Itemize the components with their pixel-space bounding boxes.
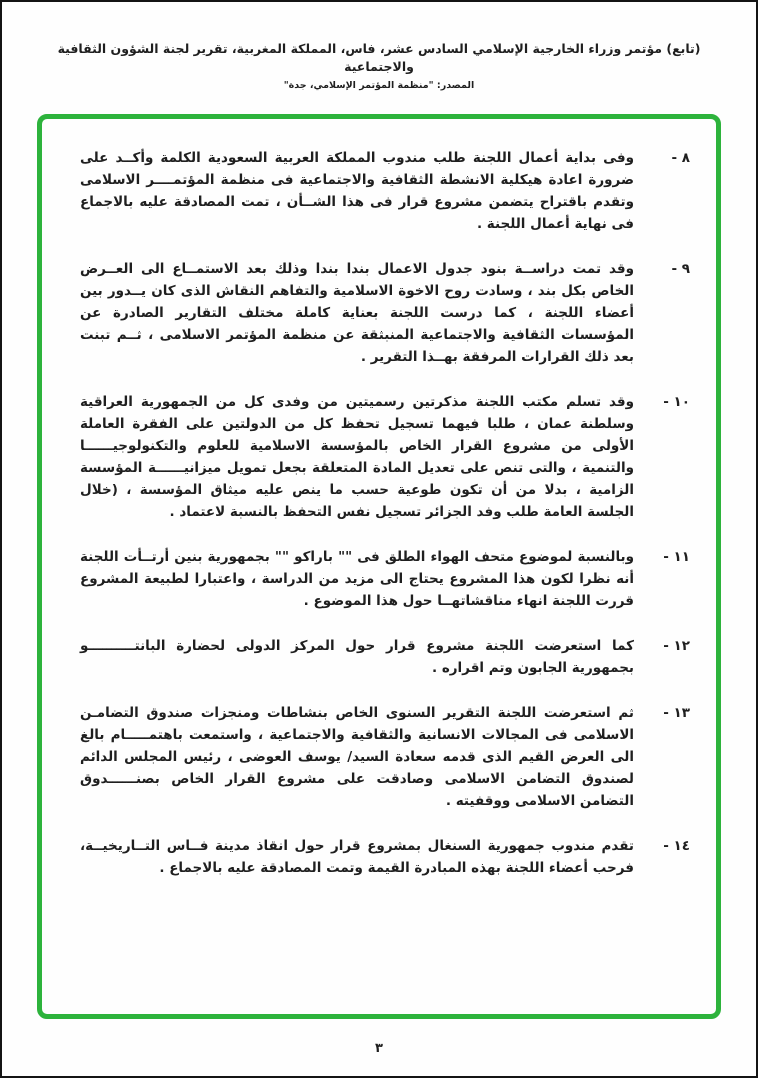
paragraph-text: تقدم مندوب جمهورية السنغال بمشروع قرار حول انقاذ مدينة فــاس التــاريخيــة، فرحب أعضاء اللجنة بهذه المبادرة القيمة وتمت المصادقة عليه بالاجماع . — [80, 838, 634, 876]
paragraph-number: ١٤ - — [663, 838, 690, 854]
page-number: ٣ — [375, 1041, 383, 1056]
paragraph-text: ثم استعرضت اللجنة التقرير السنوى الخاص بنشاطات ومنجزات صندوق التضامـن الاسلامى فى المجالات الانسانية والثقافية والاجتماعية ، واستمعت باهتمـــــام بالغ الى العرض القيم الذى قدمه سعادة السيد/ يوسف العوضى ، رئيس المجلس الدائم لصندوق التضامن الاسلامى وصادقت على مشروع القرار الخاص بصنــــــدوق التضامن الاسلامى ووقفيته . — [80, 705, 634, 809]
paragraph-number: ١٠ - — [663, 394, 690, 410]
report-paragraph — [80, 702, 690, 812]
paragraph-number: ١٣ - — [663, 705, 690, 721]
report-paragraph — [80, 258, 690, 368]
paragraph-text: وفى بداية أعمال اللجنة طلب مندوب المملكة العربية السعودية الكلمة وأكــد على ضرورة اعادة هيكلية الانشطة الثقافية والاجتماعية فى منظمة المؤتمــــر الاسلامى وتقدم باقتراح يتضمن مشروع قرار فى هذا الشــأن ، تمت المصادقة عليه بالاجماع فى نهاية أعمال اللجنة . — [80, 150, 634, 232]
paragraph-text: وبالنسبة لموضوع متحف الهواء الطلق فى "" باراكو "" بجمهورية بنين أرتــأت اللجنة أنه نظرا لكون هذا المشروع يحتاج الى مزيد من الدراسة ، واعتبارا لطبيعة المشروع قررت اللجنة انهاء مناقشاتهــا حول هذا الموضوع . — [80, 549, 634, 609]
report-paragraph — [80, 835, 690, 879]
report-paragraph — [80, 635, 690, 679]
paragraph-number: ١٢ - — [663, 638, 690, 654]
report-paragraph — [80, 546, 690, 612]
paragraph-text: وقد تمت دراســة بنود جدول الاعمال بندا بندا وذلك بعد الاستمــاع الى العــرض الخاص بكل بند ، وسادت روح الاخوة الاسلامية والتفاهم النقاش الذى كان يــدور بين أعضاء اللجنة ، كما درست اللجنة بعناية كاملة مختلف التقارير الصادرة عن المؤسسات الثقافية والاجتماعية المنبثقة عن منظمة المؤتمر الاسلامى ، ثــم تبنت بعد ذلك القرارات المرفقة بهــذا التقرير . — [80, 261, 634, 365]
paragraph-number: ٩ - — [671, 261, 690, 277]
header-source: المصدر: "منظمة المؤتمر الإسلامي، جدة" — [283, 80, 475, 91]
paragraph-text: وقد تسلم مكتب اللجنة مذكرتين رسميتين من وفدى كل من الجمهورية العراقية وسلطنة عمان ، طلبا فيهما تسجيل تحفظ كل من الدولتين على الفقرة العاملة الأولى من مشروع القرار الخاص بالمؤسسة الاسلامية للعلوم والتكنولوجيــــــا والتنمية ، والتى تنص على تعديل المادة المتعلقة بجعل تمويل ميزانيــــــة المؤسسة الزامية ، بدلا من أن تكون طوعية حسب ما ينص عليه ميثاق المؤسسة ، (خلال الجلسة العامة طلب وفد الجزائر تسجيل نفس التحفظ بالنسبة لاعتماد . — [80, 394, 634, 520]
header-title: (تابع) مؤتمر وزراء الخارجية الإسلامي السادس عشر، فاس، المملكة المغربية، تقرير لجنة الشؤون الثقافية والاجتماعية — [57, 41, 701, 74]
report-body-frame — [37, 114, 721, 1019]
paragraph-text: كما استعرضت اللجنة مشروع قرار حول المركز الدولى لحضارة البانتــــــــــو بجمهورية الجابون وتم اقراره . — [80, 638, 634, 676]
report-paragraph — [80, 147, 690, 235]
paragraph-number: ٨ - — [671, 150, 690, 166]
document-header — [2, 2, 756, 91]
paragraph-number: ١١ - — [663, 549, 690, 565]
report-paragraph — [80, 391, 690, 523]
